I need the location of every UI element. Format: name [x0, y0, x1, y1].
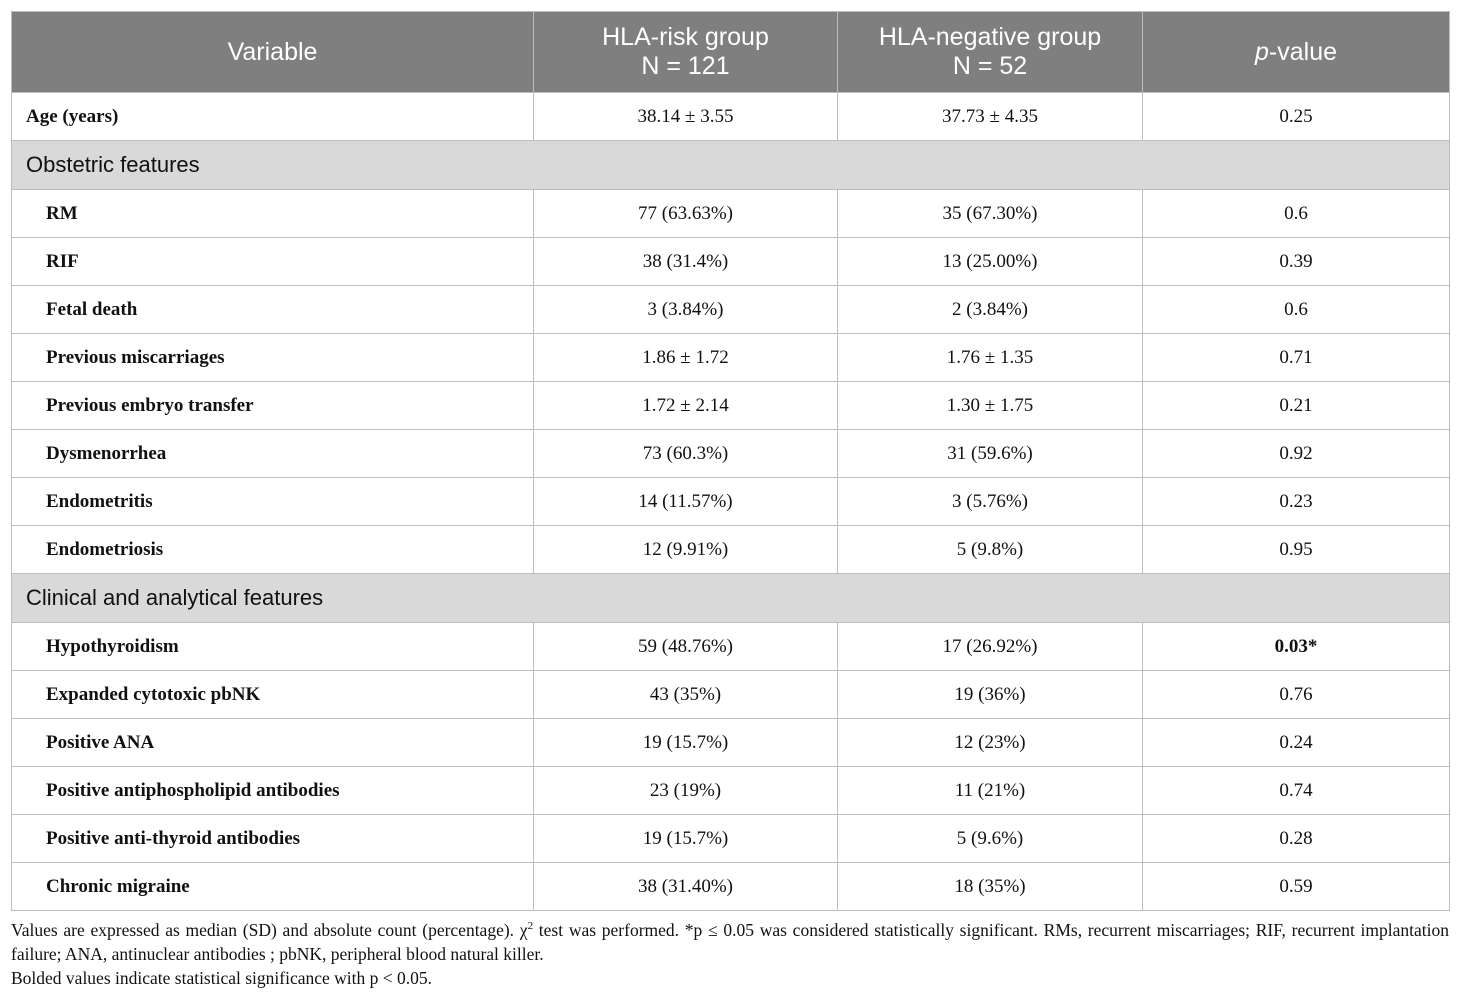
- p-value: 0.95: [1143, 526, 1450, 574]
- table-row: [12, 767, 1450, 815]
- hla-negative-value: 19 (36%): [838, 671, 1143, 719]
- row-label: RM: [12, 190, 534, 238]
- hla-risk-value: 38 (31.4%): [534, 238, 838, 286]
- hla-negative-value: 31 (59.6%): [838, 430, 1143, 478]
- hla-negative-value: 3 (5.76%): [838, 478, 1143, 526]
- header-variable: Variable: [12, 12, 534, 93]
- hla-negative-value: 37.73 ± 4.35: [838, 93, 1143, 141]
- table-row: [12, 286, 1450, 334]
- row-label: Age (years): [12, 93, 534, 141]
- table-row: [12, 526, 1450, 574]
- hla-negative-value: 35 (67.30%): [838, 190, 1143, 238]
- section-title: Clinical and analytical features: [12, 574, 1450, 623]
- p-value: 0.6: [1143, 190, 1450, 238]
- hla-negative-value: 2 (3.84%): [838, 286, 1143, 334]
- hla-risk-value: 12 (9.91%): [534, 526, 838, 574]
- hla-risk-value: 1.86 ± 1.72: [534, 334, 838, 382]
- p-value: 0.59: [1143, 863, 1450, 911]
- row-label: Endometritis: [12, 478, 534, 526]
- row-label: Previous miscarriages: [12, 334, 534, 382]
- hla-negative-value: 12 (23%): [838, 719, 1143, 767]
- p-value: 0.92: [1143, 430, 1450, 478]
- footnote-bold-note: Bolded values indicate statistical significance with p < 0.05.: [11, 968, 433, 988]
- header-hla-risk: [534, 12, 838, 93]
- p-value: 0.25: [1143, 93, 1450, 141]
- row-label: Fetal death: [12, 286, 534, 334]
- row-label: Positive anti-thyroid antibodies: [12, 815, 534, 863]
- row-label: Positive antiphospholipid antibodies: [12, 767, 534, 815]
- header-row: [12, 12, 1450, 93]
- header-hla-negative: [838, 12, 1143, 93]
- table-row: [12, 815, 1450, 863]
- hla-negative-value: 1.30 ± 1.75: [838, 382, 1143, 430]
- row-label: Previous embryo transfer: [12, 382, 534, 430]
- p-value: 0.21: [1143, 382, 1450, 430]
- hla-negative-value: 5 (9.6%): [838, 815, 1143, 863]
- table-row: [12, 334, 1450, 382]
- p-value: 0.71: [1143, 334, 1450, 382]
- row-label: RIF: [12, 238, 534, 286]
- hla-negative-value: 5 (9.8%): [838, 526, 1143, 574]
- hla-negative-value: 11 (21%): [838, 767, 1143, 815]
- hla-risk-value: 19 (15.7%): [534, 719, 838, 767]
- row-label: Hypothyroidism: [12, 623, 534, 671]
- p-value: 0.23: [1143, 478, 1450, 526]
- p-value: 0.24: [1143, 719, 1450, 767]
- p-value-significant: 0.03*: [1143, 623, 1450, 671]
- table-row: [12, 863, 1450, 911]
- hla-risk-value: 19 (15.7%): [534, 815, 838, 863]
- hla-risk-value: 3 (3.84%): [534, 286, 838, 334]
- table-row: [12, 382, 1450, 430]
- p-value: 0.74: [1143, 767, 1450, 815]
- hla-risk-value: 77 (63.63%): [534, 190, 838, 238]
- hla-risk-value: 59 (48.76%): [534, 623, 838, 671]
- header-hla-negative-title: HLA-negative group: [878, 23, 1102, 51]
- hla-risk-value: 73 (60.3%): [534, 430, 838, 478]
- table-row: [12, 671, 1450, 719]
- hla-risk-value: 1.72 ± 2.14: [534, 382, 838, 430]
- hla-negative-value: 13 (25.00%): [838, 238, 1143, 286]
- hla-negative-value: 1.76 ± 1.35: [838, 334, 1143, 382]
- p-value: 0.39: [1143, 238, 1450, 286]
- section-header-obstetric: [12, 141, 1450, 190]
- row-label: Endometriosis: [12, 526, 534, 574]
- section-header-clinical: [12, 574, 1450, 623]
- table-row: [12, 190, 1450, 238]
- table-row: [12, 430, 1450, 478]
- hla-risk-value: 14 (11.57%): [534, 478, 838, 526]
- results-table: [11, 11, 1450, 911]
- row-label: Positive ANA: [12, 719, 534, 767]
- hla-negative-value: 18 (35%): [838, 863, 1143, 911]
- table-row: [12, 238, 1450, 286]
- table-row: [12, 478, 1450, 526]
- header-pvalue: p-value: [1143, 12, 1450, 93]
- row-label: Dysmenorrhea: [12, 430, 534, 478]
- table-row: [12, 623, 1450, 671]
- p-value: 0.6: [1143, 286, 1450, 334]
- hla-risk-value: 38 (31.40%): [534, 863, 838, 911]
- hla-risk-value: 43 (35%): [534, 671, 838, 719]
- table-row: [12, 93, 1450, 141]
- header-hla-risk-title: HLA-risk group: [602, 23, 769, 51]
- table-footnotes: [11, 918, 1449, 990]
- row-label: Chronic migraine: [12, 863, 534, 911]
- header-hla-risk-n: N = 121: [641, 52, 730, 80]
- table-container: [11, 11, 1449, 911]
- hla-risk-value: 23 (19%): [534, 767, 838, 815]
- hla-risk-value: 38.14 ± 3.55: [534, 93, 838, 141]
- header-hla-negative-n: N = 52: [952, 52, 1028, 80]
- hla-negative-value: 17 (26.92%): [838, 623, 1143, 671]
- p-value: 0.28: [1143, 815, 1450, 863]
- section-title: Obstetric features: [12, 141, 1450, 190]
- p-value: 0.76: [1143, 671, 1450, 719]
- table-row: [12, 719, 1450, 767]
- row-label: Expanded cytotoxic pbNK: [12, 671, 534, 719]
- footnote-methods: Values are expressed as median (SD) and absolute count (percentage). $\chi^2$ test was performed. *p ≤ 0.05 was considered statistically significant. RMs, recurrent miscarriages; RIF, recurrent implantation failure; ANA, antinuclear antibodies ; pbNK, peripheral blood natural killer.: [11, 920, 1450, 964]
